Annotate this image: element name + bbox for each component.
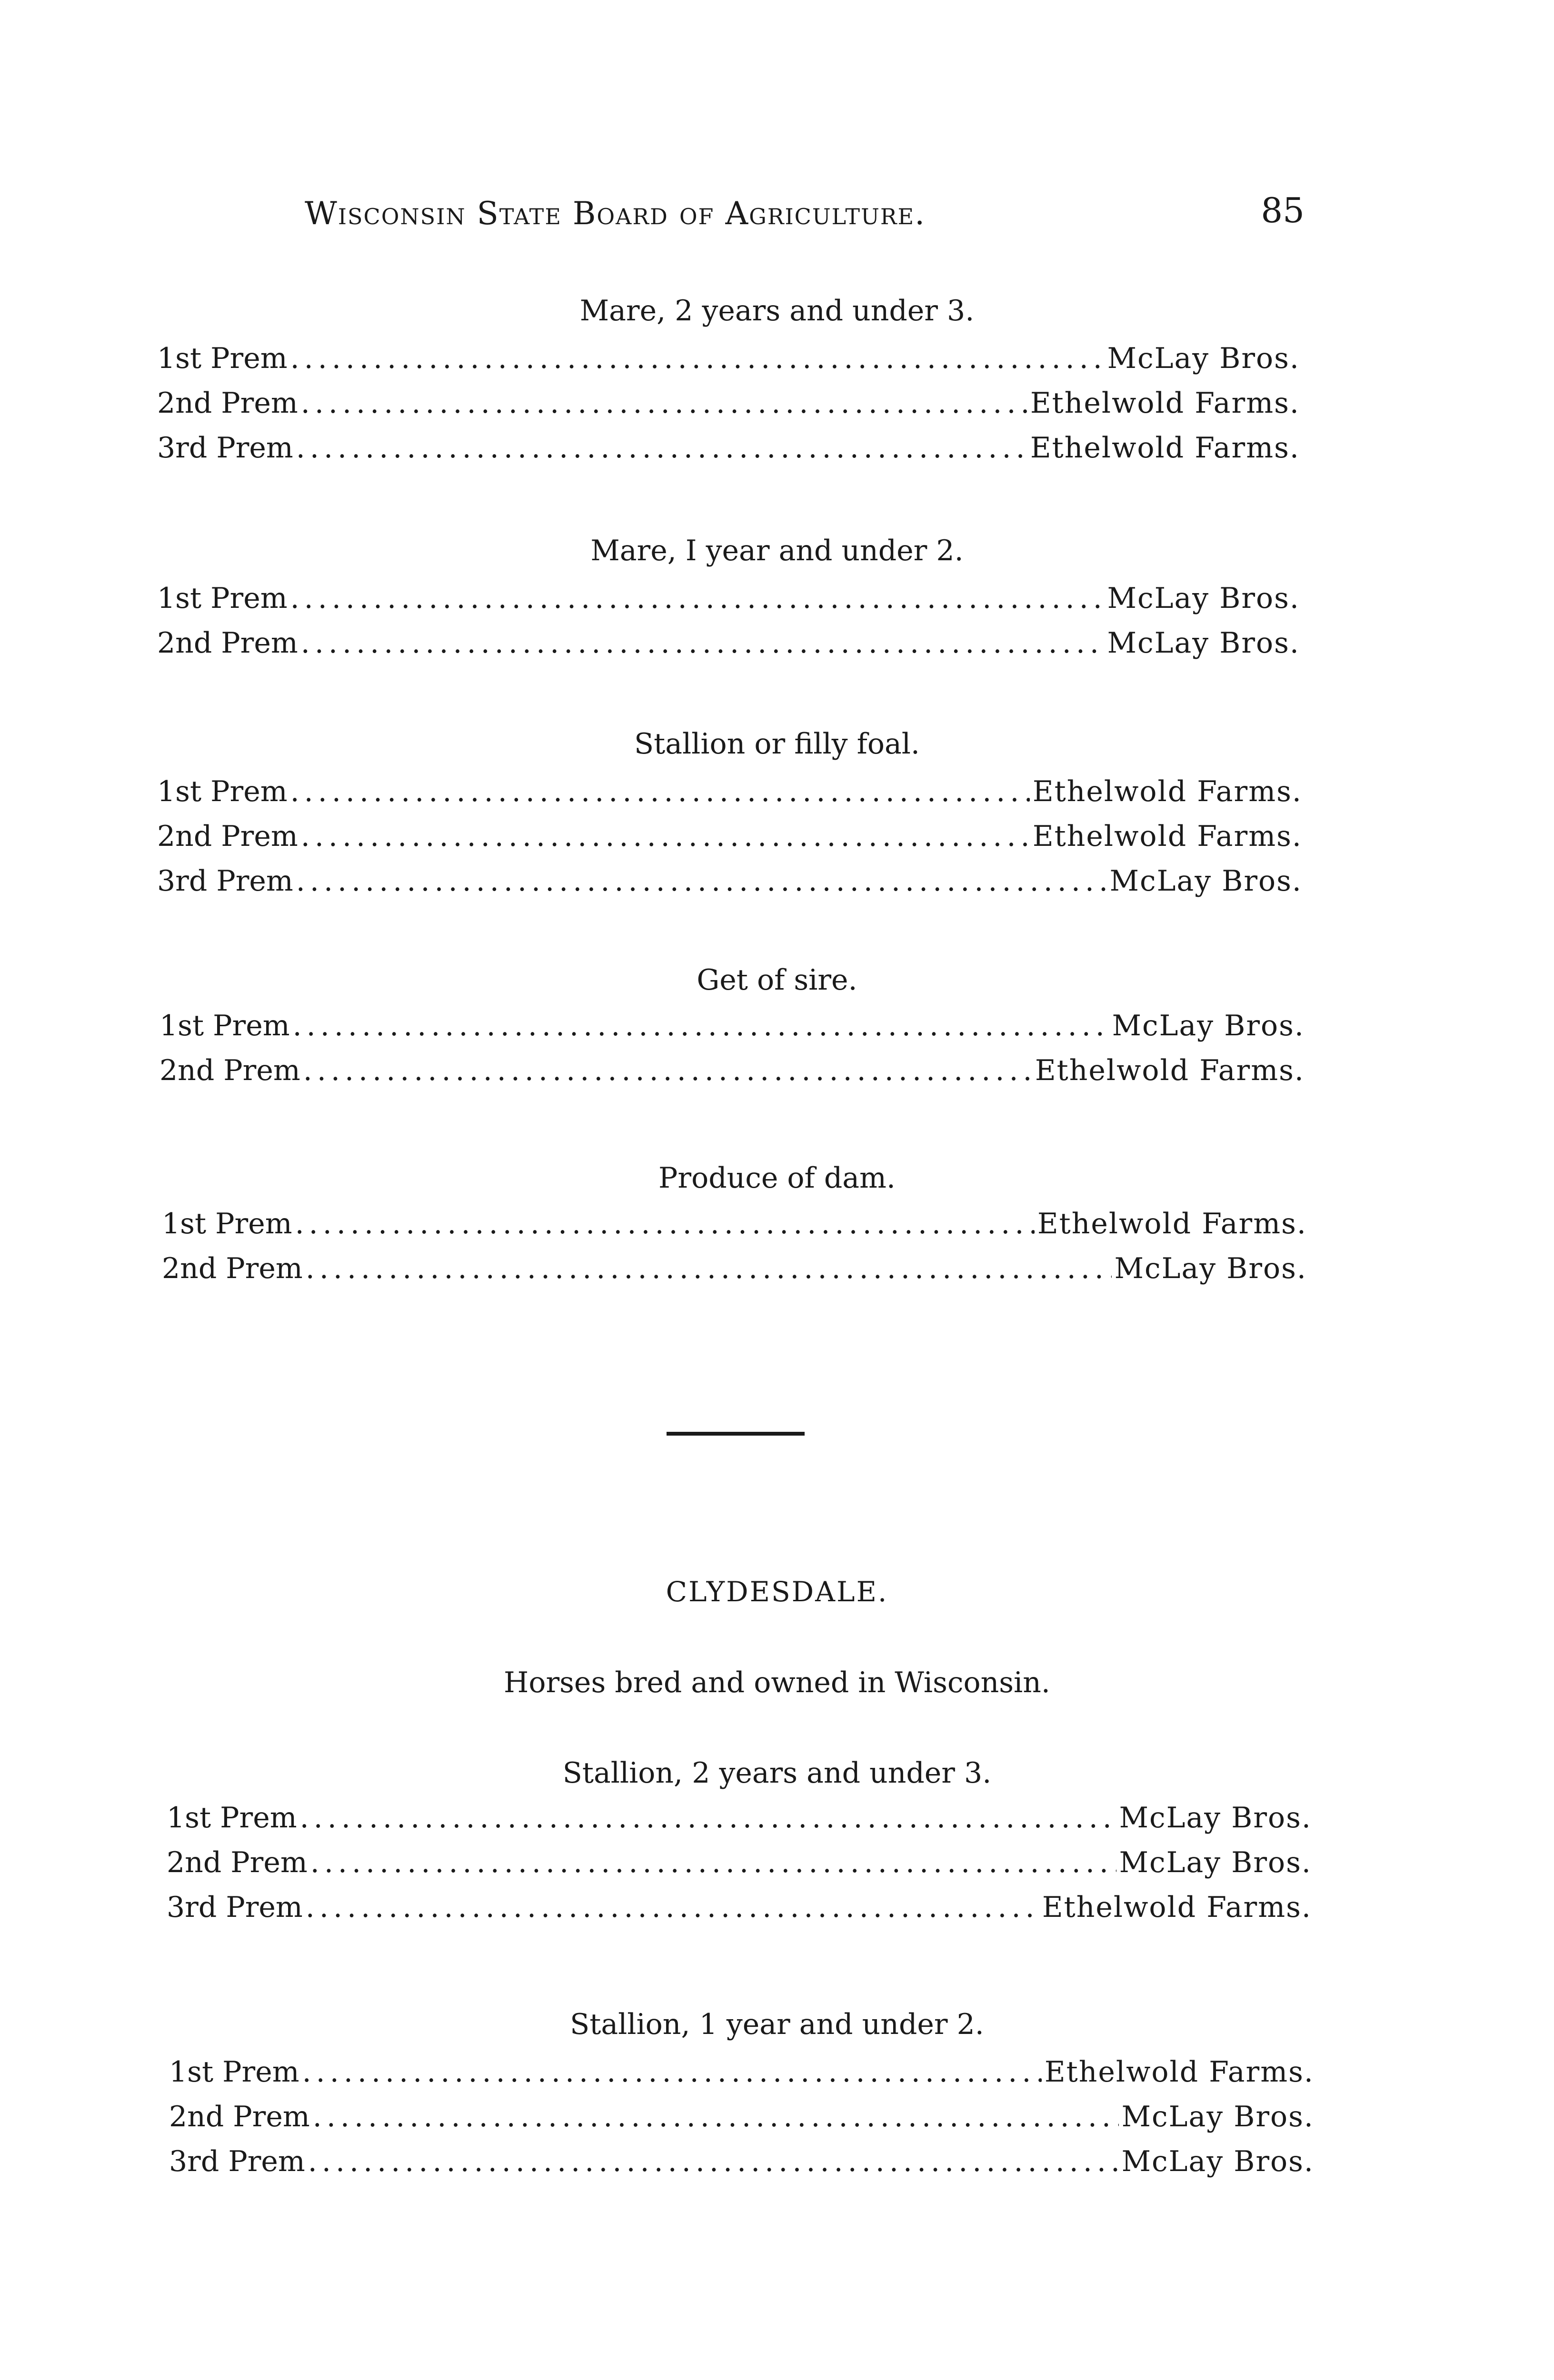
premium-winner: Ethelwold Farms.: [1035, 1054, 1305, 1087]
premium-winner: Ethelwold Farms.: [1032, 775, 1302, 808]
premium-entry: [157, 582, 1300, 615]
class-heading: Get of sire.: [697, 963, 857, 997]
premium-label: 1st Prem: [157, 775, 288, 808]
premium-winner: Ethelwold Farms.: [1042, 1891, 1312, 1924]
premium-label: 3rd Prem: [157, 431, 293, 465]
premium-label: 2nd Prem: [157, 820, 298, 853]
premium-entry: [169, 2055, 1314, 2089]
premium-entry: [162, 1207, 1307, 1240]
premium-label: 3rd Prem: [157, 864, 293, 898]
dot-leader: [310, 1846, 1116, 1879]
premium-entry: [167, 1891, 1312, 1924]
premium-winner: McLay Bros.: [1107, 342, 1300, 375]
premium-winner: McLay Bros.: [1114, 1252, 1307, 1285]
premium-entry: [159, 1054, 1305, 1087]
dot-leader: [301, 387, 1027, 420]
dot-leader: [313, 2100, 1119, 2133]
premium-winner: Ethelwold Farms.: [1030, 387, 1300, 420]
premium-entry: [167, 1801, 1312, 1835]
premium-label: 1st Prem: [159, 1009, 290, 1042]
class-heading: Mare, I year and under 2.: [590, 534, 964, 567]
premium-winner: McLay Bros.: [1112, 1009, 1305, 1042]
premium-entry: [157, 387, 1300, 420]
premium-entry: [157, 864, 1302, 898]
premium-winner: McLay Bros.: [1107, 626, 1300, 660]
section-subtitle: Horses bred and owned in Wisconsin.: [504, 1666, 1050, 1699]
premium-label: 1st Prem: [162, 1207, 292, 1240]
dot-leader: [306, 1252, 1112, 1285]
premium-winner: McLay Bros.: [1109, 864, 1302, 898]
dot-leader: [290, 775, 1030, 808]
premium-winner: Ethelwold Farms.: [1044, 2055, 1314, 2089]
section-divider: [667, 1432, 805, 1436]
premium-label: 2nd Prem: [159, 1054, 300, 1087]
premium-entry: [169, 2145, 1314, 2178]
class-heading: Stallion or filly foal.: [634, 727, 920, 761]
class-heading: Mare, 2 years and under 3.: [579, 294, 975, 327]
class-heading: Stallion, 2 years and under 3.: [562, 1756, 992, 1790]
premium-entry: [162, 1252, 1307, 1285]
section-title: CLYDESDALE.: [666, 1576, 888, 1608]
premium-winner: Ethelwold Farms.: [1030, 431, 1300, 465]
dot-leader: [306, 1891, 1039, 1924]
class-heading: Stallion, 1 year and under 2.: [570, 2008, 984, 2041]
dot-leader: [302, 2055, 1042, 2089]
premium-label: 1st Prem: [157, 582, 288, 615]
premium-label: 2nd Prem: [162, 1252, 303, 1285]
dot-leader: [303, 1054, 1032, 1087]
premium-entry: [169, 2100, 1314, 2133]
premium-entry: [167, 1846, 1312, 1879]
page-header: [305, 190, 1305, 248]
premium-entry: [157, 775, 1302, 808]
dot-leader: [308, 2145, 1119, 2178]
premium-label: 1st Prem: [157, 342, 288, 375]
premium-winner: McLay Bros.: [1121, 2100, 1314, 2133]
premium-winner: McLay Bros.: [1107, 582, 1300, 615]
premium-winner: McLay Bros.: [1119, 1846, 1312, 1879]
premium-winner: McLay Bros.: [1121, 2145, 1314, 2178]
dot-leader: [301, 820, 1030, 853]
dot-leader: [290, 582, 1105, 615]
page-number: 85: [1261, 190, 1305, 230]
premium-label: 3rd Prem: [169, 2145, 305, 2178]
running-title: Wisconsin State Board of Agriculture.: [305, 195, 926, 232]
dot-leader: [295, 1207, 1035, 1240]
dot-leader: [301, 626, 1105, 660]
dot-leader: [300, 1801, 1116, 1835]
premium-entry: [159, 1009, 1305, 1042]
class-heading: Produce of dam.: [658, 1161, 896, 1195]
premium-entry: [157, 820, 1302, 853]
premium-winner: Ethelwold Farms.: [1037, 1207, 1307, 1240]
premium-label: 2nd Prem: [157, 626, 298, 660]
premium-label: 2nd Prem: [167, 1846, 308, 1879]
dot-leader: [296, 864, 1107, 898]
premium-entry: [157, 431, 1300, 465]
premium-label: 2nd Prem: [169, 2100, 310, 2133]
premium-winner: Ethelwold Farms.: [1032, 820, 1302, 853]
premium-entry: [157, 342, 1300, 375]
premium-entry: [157, 626, 1300, 660]
premium-winner: McLay Bros.: [1119, 1801, 1312, 1835]
premium-label: 3rd Prem: [167, 1891, 303, 1924]
premium-label: 1st Prem: [169, 2055, 299, 2089]
premium-label: 2nd Prem: [157, 387, 298, 420]
dot-leader: [296, 431, 1027, 465]
dot-leader: [293, 1009, 1109, 1042]
dot-leader: [290, 342, 1105, 375]
premium-label: 1st Prem: [167, 1801, 297, 1835]
